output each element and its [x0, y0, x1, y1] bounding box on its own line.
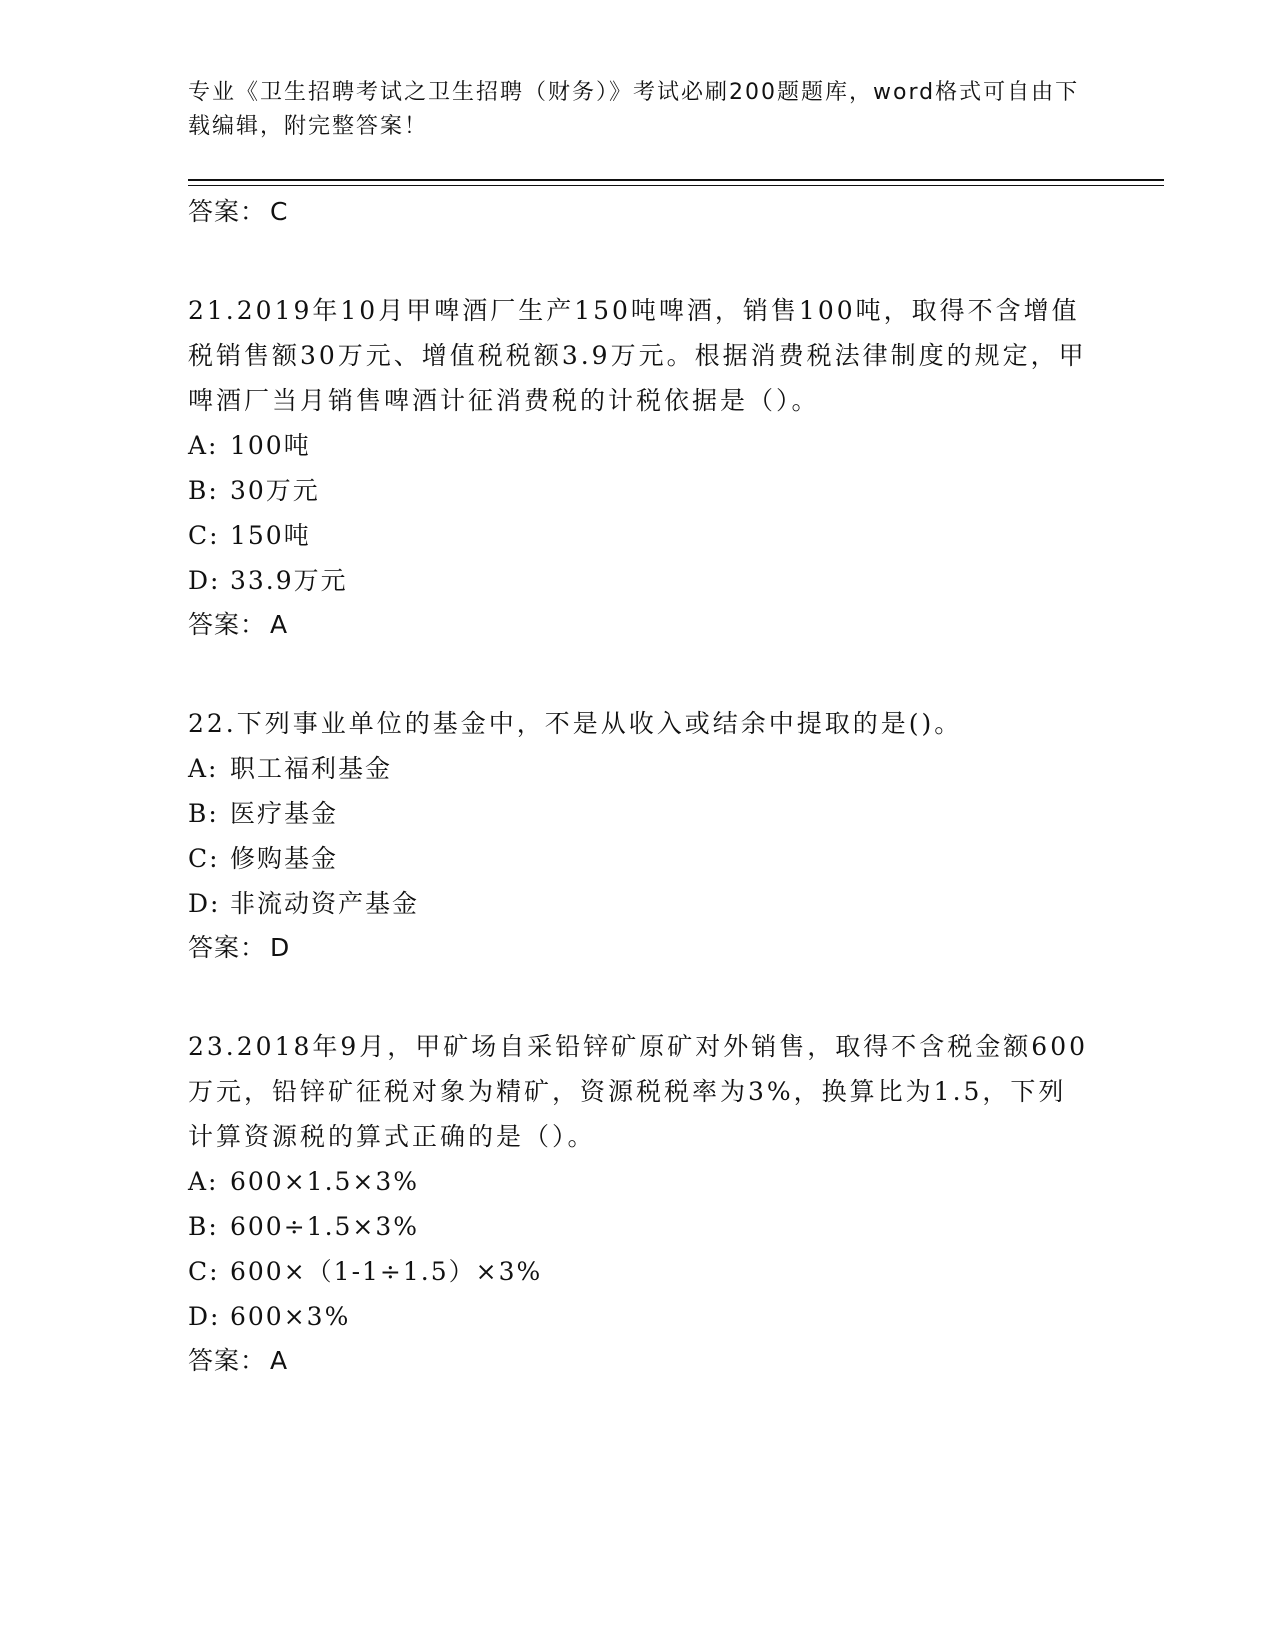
- answer-label: 答案：: [188, 610, 267, 639]
- question-stem: 21.2019年10月甲啤酒厂生产150吨啤酒，销售100吨，取得不含增值税销售额30万元、增值税税额3.9万元。根据消费税法律制度的规定，甲啤酒厂当月销售啤酒计征消费税的计税依据是（）。: [188, 296, 1087, 415]
- answer-label: 答案：: [188, 933, 267, 962]
- question-stem: 22.下列事业单位的基金中，不是从收入或结余中提取的是()。: [188, 709, 963, 738]
- option-letter: A:: [188, 754, 219, 783]
- option-b: [188, 468, 1088, 513]
- option-c: [188, 513, 1088, 558]
- document-header: 专业《卫生招聘考试之卫生招聘（财务）》考试必刷200题题库，word格式可自由下载编辑，附完整答案！: [188, 80, 1080, 139]
- option-letter: C:: [188, 1257, 220, 1286]
- question-stem: 23.2018年9月，甲矿场自采铅锌矿原矿对外销售，取得不含税金额600万元，铅锌矿征税对象为精矿，资源税税率为3%，换算比为1.5，下列计算资源税的算式正确的是（）。: [188, 1032, 1089, 1151]
- answer-line: [188, 603, 1088, 647]
- answer-line: [188, 190, 1088, 234]
- answer-value: C: [270, 197, 289, 226]
- option-letter: A:: [188, 431, 219, 460]
- option-letter: D:: [188, 1302, 221, 1331]
- answer-label: 答案：: [188, 1346, 267, 1375]
- header-divider-thin: [188, 185, 1164, 186]
- option-letter: B:: [188, 799, 219, 828]
- option-text: 职工福利基金: [230, 754, 393, 783]
- option-text: 30万元: [230, 476, 320, 505]
- document-content: [188, 190, 1088, 1383]
- option-text: 600×1.5×3%: [230, 1167, 420, 1196]
- option-b: [188, 791, 1088, 836]
- option-b: [188, 1204, 1088, 1249]
- question-23: [188, 1024, 1088, 1383]
- header-divider-thick: [188, 179, 1164, 181]
- answer-value: D: [270, 933, 291, 962]
- option-a: [188, 1159, 1088, 1204]
- answer-line: [188, 1339, 1088, 1383]
- answer-value: A: [270, 610, 289, 639]
- option-text: 33.9万元: [230, 566, 348, 595]
- answer-label: 答案：: [188, 197, 267, 226]
- option-letter: B:: [188, 1212, 219, 1241]
- option-text: 修购基金: [230, 844, 339, 873]
- option-text: 非流动资产基金: [230, 889, 420, 918]
- option-text: 医疗基金: [230, 799, 339, 828]
- answer-value: A: [270, 1346, 289, 1375]
- option-letter: D:: [188, 566, 221, 595]
- option-a: [188, 746, 1088, 791]
- option-text: 600÷1.5×3%: [230, 1212, 420, 1241]
- option-letter: A:: [188, 1167, 219, 1196]
- option-text: 150吨: [230, 521, 311, 550]
- option-letter: C:: [188, 521, 220, 550]
- option-d: [188, 881, 1088, 926]
- question-21: [188, 288, 1088, 647]
- option-d: [188, 558, 1088, 603]
- answer-line: [188, 926, 1088, 970]
- option-letter: C:: [188, 844, 220, 873]
- option-letter: B:: [188, 476, 219, 505]
- option-letter: D:: [188, 889, 221, 918]
- option-text: 100吨: [230, 431, 311, 460]
- option-a: [188, 423, 1088, 468]
- question-22: [188, 701, 1088, 970]
- option-c: [188, 1249, 1088, 1294]
- option-c: [188, 836, 1088, 881]
- option-text: 600×（1-1÷1.5）×3%: [230, 1257, 543, 1286]
- option-d: [188, 1294, 1088, 1339]
- option-text: 600×3%: [230, 1302, 351, 1331]
